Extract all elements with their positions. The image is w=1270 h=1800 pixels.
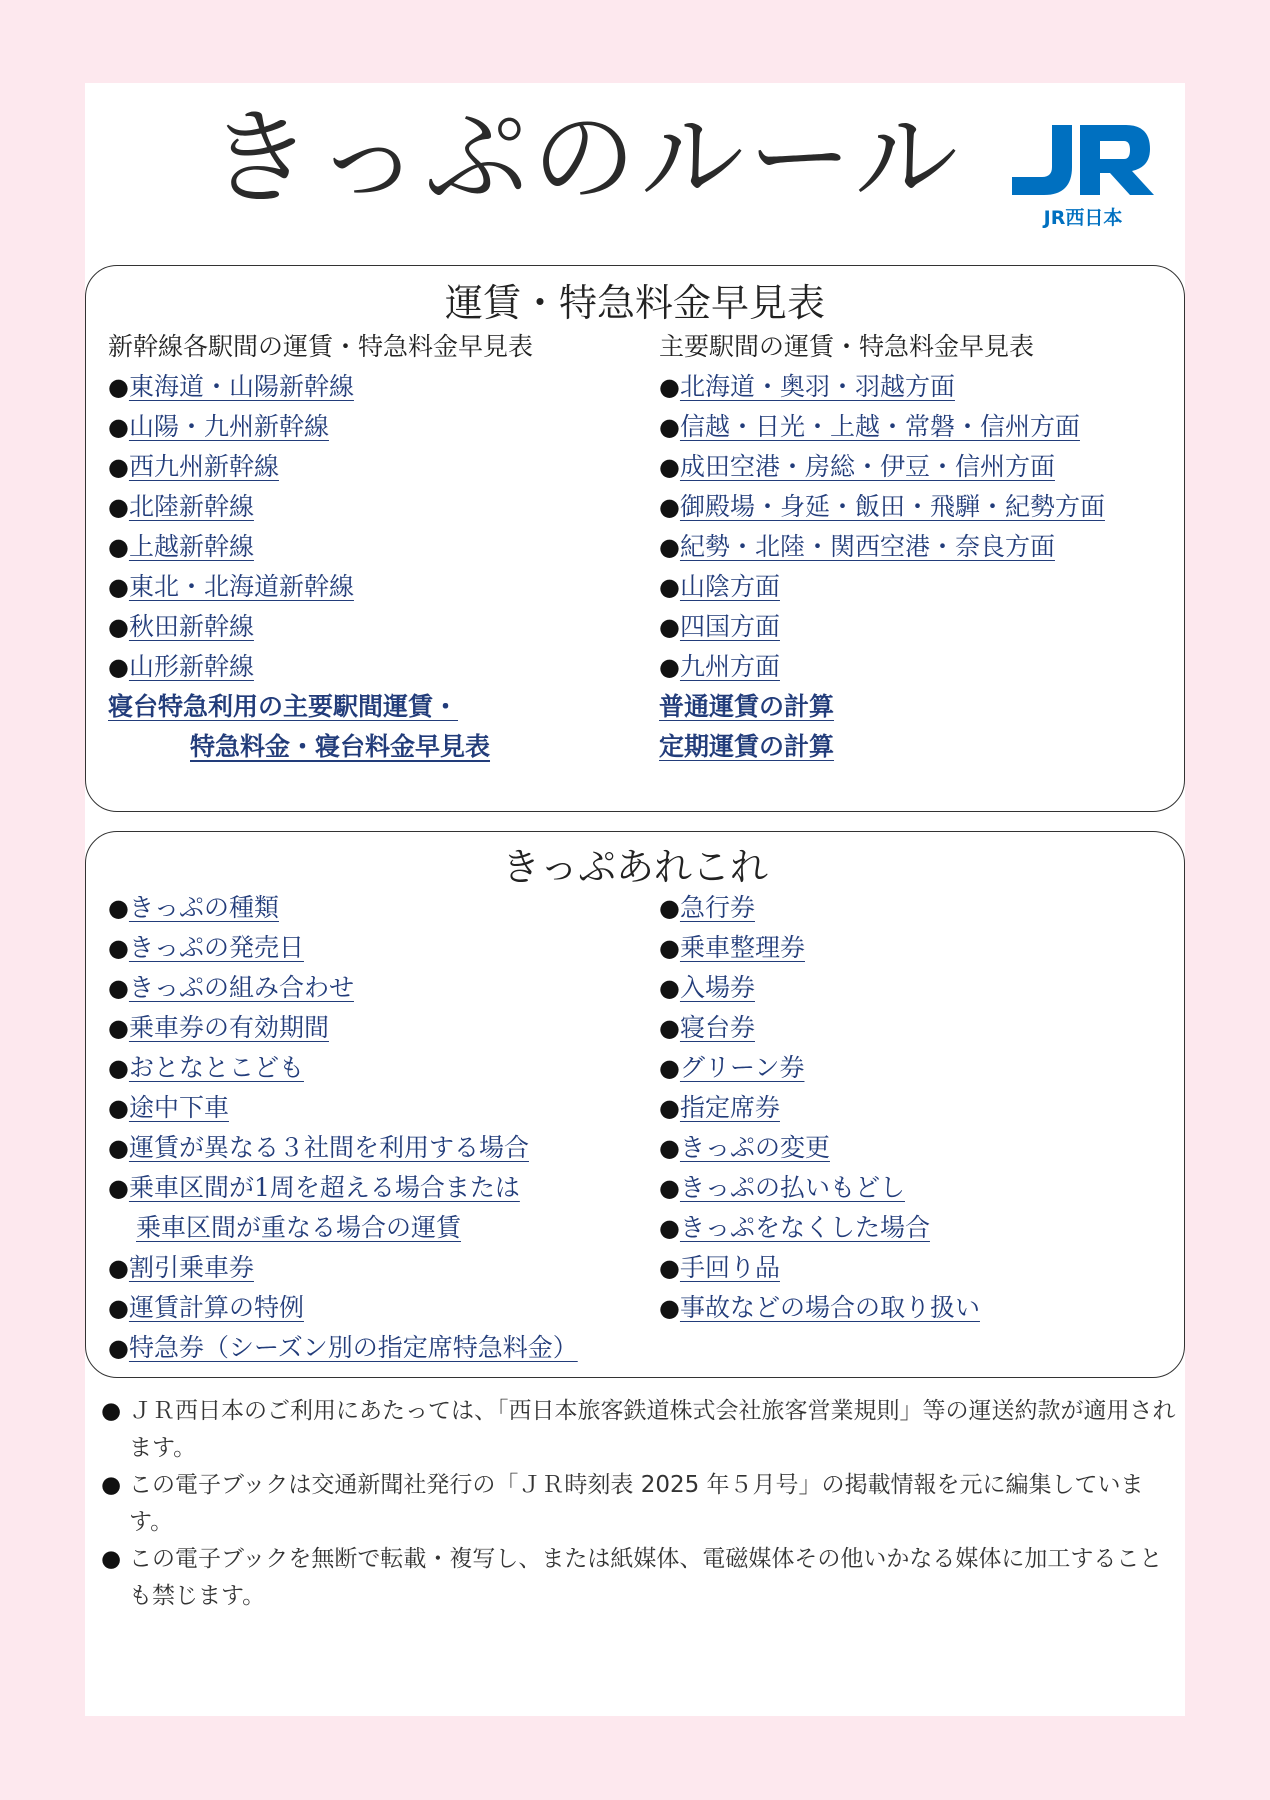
fare-link[interactable]: ●御殿場・身延・飯田・飛騨・紀勢方面 — [659, 492, 1105, 521]
tickets-section — [85, 831, 1185, 1378]
note-item: ● この電子ブックを無断で転載・複写し、または紙媒体、電磁媒体その他いかなる媒体に加工することも禁じます。 — [101, 1546, 1163, 1609]
page-title: きっぷのルール — [208, 97, 962, 219]
note-item: ● ＪＲ西日本のご利用にあたっては、「西日本旅客鉄道株式会社旅客営業規則」等の運送約款が適用されます。 — [101, 1398, 1176, 1461]
fare-link[interactable]: ●北陸新幹線 — [108, 492, 254, 521]
ordinary-fare-calc-link[interactable]: 普通運賃の計算 — [659, 692, 835, 721]
fares-heading: 運賃・特急料金早見表 — [444, 281, 825, 325]
tickets-heading: きっぷあれこれ — [501, 845, 768, 889]
fare-link[interactable]: ●東海道・山陽新幹線 — [108, 372, 354, 401]
fare-link[interactable]: ●山陰方面 — [659, 572, 780, 601]
commuter-fare-calc-link[interactable]: 定期運賃の計算 — [659, 732, 835, 761]
fares-left-column — [108, 327, 533, 767]
ticket-link[interactable]: ●手回り品 — [659, 1253, 780, 1282]
tickets-left-column — [108, 888, 578, 1368]
ticket-link[interactable]: ●きっぷの変更 — [659, 1133, 830, 1162]
ticket-link[interactable]: ●きっぷをなくした場合 — [659, 1213, 930, 1242]
fare-link[interactable]: ●紀勢・北陸・関西空港・奈良方面 — [659, 532, 1055, 561]
ticket-link[interactable]: ●おとなとこども — [108, 1053, 304, 1082]
ticket-link[interactable]: ●入場券 — [659, 973, 755, 1002]
ticket-link[interactable]: ●割引乗車券 — [108, 1253, 254, 1282]
fares-section — [85, 265, 1185, 812]
jr-logo-icon — [1008, 121, 1158, 201]
tickets-right-column — [659, 888, 980, 1328]
fare-link[interactable]: ●山陽・九州新幹線 — [108, 412, 329, 441]
sleeper-fare-link-cont[interactable]: 特急料金・寝台料金早見表 — [190, 732, 491, 761]
fare-link[interactable]: ●四国方面 — [659, 612, 780, 641]
ticket-link[interactable]: ●きっぷの発売日 — [108, 933, 304, 962]
logo-caption: JR西日本 — [1043, 207, 1123, 229]
fare-link[interactable]: ●信越・日光・上越・常磐・信州方面 — [659, 412, 1080, 441]
major-stations-header: 主要駅間の運賃・特急料金早見表 — [659, 332, 1035, 361]
ticket-link[interactable]: ●乗車区間が1周を超える場合または — [108, 1173, 520, 1202]
ticket-link[interactable]: ●きっぷの払いもどし — [659, 1173, 905, 1202]
ticket-link[interactable]: ●運賃計算の特例 — [108, 1293, 304, 1322]
ticket-link[interactable]: ●指定席券 — [659, 1093, 780, 1122]
ticket-link[interactable]: ●きっぷの種類 — [108, 893, 279, 922]
ticket-link[interactable]: ●特急券（シーズン別の指定席特急料金） — [108, 1333, 578, 1362]
sleeper-fare-link[interactable]: 寝台特急利用の主要駅間運賃・ — [108, 692, 459, 721]
ticket-link[interactable]: ●乗車券の有効期間 — [108, 1013, 329, 1042]
ticket-link[interactable]: ●乗車整理券 — [659, 933, 805, 962]
ticket-link[interactable]: ●急行券 — [659, 893, 755, 922]
fare-link[interactable]: ●北海道・奥羽・羽越方面 — [659, 372, 955, 401]
fare-link[interactable]: ●西九州新幹線 — [108, 452, 279, 481]
fares-right-column — [659, 327, 1105, 767]
ticket-link-continuation[interactable]: 乗車区間が重なる場合の運賃 — [136, 1213, 462, 1242]
shinkansen-header: 新幹線各駅間の運賃・特急料金早見表 — [108, 332, 534, 361]
fare-link[interactable]: ●秋田新幹線 — [108, 612, 254, 641]
ticket-link[interactable]: ●寝台券 — [659, 1013, 755, 1042]
note-item: ● この電子ブックは交通新聞社発行の「ＪＲ時刻表 2025 年５月号」の掲載情報を元に編集しています。 — [101, 1472, 1144, 1535]
ticket-link[interactable]: ●グリーン券 — [659, 1053, 805, 1082]
ticket-link[interactable]: ●途中下車 — [108, 1093, 229, 1122]
fare-link[interactable]: ●山形新幹線 — [108, 652, 254, 681]
fare-link[interactable]: ●成田空港・房総・伊豆・信州方面 — [659, 452, 1055, 481]
ticket-link[interactable]: ●きっぷの組み合わせ — [108, 973, 354, 1002]
ticket-link[interactable]: ●事故などの場合の取り扱い — [659, 1293, 980, 1322]
notes — [101, 1393, 1181, 1615]
jr-west-logo[interactable] — [1008, 121, 1158, 231]
fare-link[interactable]: ●九州方面 — [659, 652, 780, 681]
ticket-link[interactable]: ●運賃が異なる３社間を利用する場合 — [108, 1133, 529, 1162]
fare-link[interactable]: ●東北・北海道新幹線 — [108, 572, 354, 601]
page — [85, 83, 1185, 1716]
fare-link[interactable]: ●上越新幹線 — [108, 532, 254, 561]
